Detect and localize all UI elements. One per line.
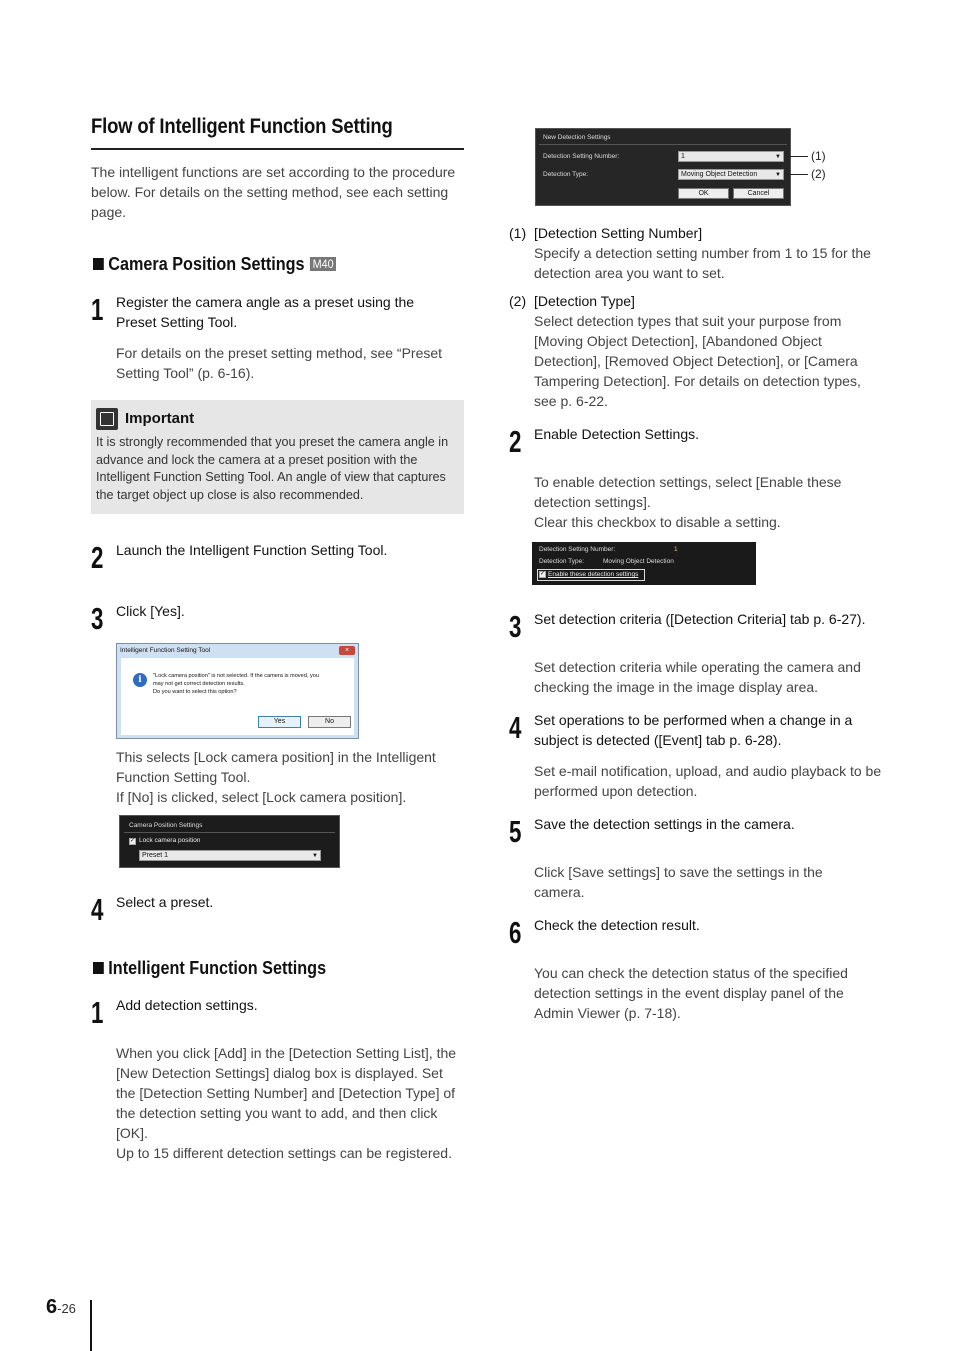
step-text: Check the detection result.: [534, 917, 700, 933]
step-text: Select a preset.: [116, 894, 214, 910]
confirm-dialog: [116, 643, 359, 739]
detection-type-label: Detection Type:: [543, 171, 589, 178]
step-text: Register the camera angle as a preset using the Preset Setting Tool.: [116, 294, 415, 330]
lock-checkbox[interactable]: ✓: [130, 838, 136, 844]
chevron-down-icon: ▼: [775, 172, 781, 178]
callout-label: (1): [811, 149, 826, 163]
detection-number-value: 1: [674, 546, 678, 553]
step-text: Click [Yes].: [116, 603, 185, 619]
step-description: This selects [Lock camera position] in the Intelligent Function Setting Tool. If [No] is clicked, select [Lock camera position].: [116, 749, 436, 805]
square-bullet-icon: [93, 962, 104, 974]
close-icon[interactable]: ×: [339, 646, 355, 655]
detection-type-value: Moving Object Detection: [603, 558, 674, 565]
step-description: For details on the preset setting method, see “Preset Setting Tool” (p. 6-16).: [116, 345, 443, 381]
step-description: Set detection criteria while operating the camera and checking the image in the image display area.: [534, 659, 861, 695]
camera-section-heading: Camera Position Settings M40: [93, 254, 336, 275]
step-number: 1: [91, 292, 104, 327]
important-icon: [96, 408, 118, 430]
step-number: 2: [91, 540, 104, 575]
step-description: Click [Save settings] to save the settings in the camera.: [534, 864, 823, 900]
callout-label: (2): [811, 167, 826, 181]
step-number: 4: [91, 892, 104, 927]
step-description: When you click [Add] in the [Detection Setting List], the [New Detection Settings] dialog box is displayed. Set the [Detection Setting Number] and [Detection Type] of the detection setting you want to add, and then click [OK]. Up to 15 different detection settings can be registered.: [116, 1045, 457, 1161]
chevron-down-icon: ▼: [775, 154, 781, 160]
step-number: 3: [509, 609, 522, 644]
intelligent-section-heading: Intelligent Function Settings: [93, 958, 326, 979]
dialog-divider: [539, 144, 787, 145]
title-rule: [91, 148, 464, 150]
step-text: Save the detection settings in the camera.: [534, 816, 795, 832]
enable-checkbox[interactable]: ✓: [540, 571, 546, 577]
cancel-button[interactable]: Cancel: [733, 188, 784, 199]
detection-number-label: Detection Setting Number:: [539, 546, 616, 553]
lock-checkbox-label: Lock camera position: [139, 837, 201, 844]
item-title: [Detection Setting Number]: [534, 225, 703, 241]
item-description: Select detection types that suit your purpose from [Moving Object Detection], [Abandoned Object Detection], [Removed Object Detection], or [Camera Tampering Detection]. For details on detection types, see p. 6-22.: [534, 313, 861, 409]
detection-number-select[interactable]: 1 ▼: [678, 151, 784, 162]
panel-title: Camera Position Settings: [129, 822, 203, 829]
detection-number-label: Detection Setting Number:: [543, 153, 620, 160]
enable-settings-panel: [532, 542, 756, 585]
info-icon: i: [133, 673, 147, 687]
dialog-body: [121, 658, 354, 735]
item-number: (2): [509, 293, 527, 309]
important-body: It is strongly recommended that you preset the camera angle in advance and lock the camera at a preset position with the Intelligent Function Setting Tool. An angle of view that captures the target object up close is also recommended.: [96, 435, 449, 502]
important-title: Important: [125, 410, 195, 427]
panel-divider: [124, 832, 335, 833]
step-description: Set e-mail notification, upload, and audio playback to be performed upon detection.: [534, 763, 882, 799]
intro-text: The intelligent functions are set according to the procedure below. For details on the setting method, see each setting page.: [91, 164, 456, 220]
dialog-message: "Lock camera position" is not selected. If the camera is moved, you may not get correct detection results. Do you want to select this option?: [153, 673, 319, 695]
chevron-down-icon: ▼: [312, 853, 318, 859]
enable-checkbox-label: Enable these detection settings: [548, 571, 639, 578]
step-text: Enable Detection Settings.: [534, 426, 699, 442]
step-description: You can check the detection status of the specified detection settings in the event display panel of the Admin Viewer (p. 7-18).: [534, 965, 848, 1021]
page-title: Flow of Intelligent Function Setting: [91, 115, 393, 138]
step-number: 2: [509, 424, 522, 459]
item-title: [Detection Type]: [534, 293, 635, 309]
step-number: 6: [509, 915, 522, 950]
step-number: 1: [91, 995, 104, 1030]
step-text: Set detection criteria ([Detection Criteria] tab p. 6-27).: [534, 611, 866, 627]
dialog-title: New Detection Settings: [543, 134, 611, 141]
detection-type-select[interactable]: Moving Object Detection ▼: [678, 169, 784, 180]
detection-type-label: Detection Type:: [539, 558, 585, 565]
dialog-title: Intelligent Function Setting Tool: [120, 647, 211, 654]
step-text: Set operations to be performed when a change in a subject is detected ([Event] tab p. 6-28).: [534, 712, 853, 748]
item-number: (1): [509, 225, 527, 241]
callout-line: [786, 174, 808, 175]
camera-position-panel: [119, 815, 340, 868]
new-detection-dialog: [535, 128, 791, 206]
step-number: 5: [509, 814, 522, 849]
page-number: 6-26: [46, 1296, 76, 1318]
step-number: 4: [509, 710, 522, 745]
preset-select[interactable]: Preset 1 ▼: [139, 850, 321, 861]
step-description: To enable detection settings, select [Enable these detection settings]. Clear this checkbox to disable a setting.: [534, 474, 842, 530]
yes-button[interactable]: Yes: [258, 716, 301, 728]
item-description: Specify a detection setting number from 1 to 15 for the detection area you want to set.: [534, 245, 871, 281]
square-bullet-icon: [93, 258, 104, 270]
ok-button[interactable]: OK: [678, 188, 729, 199]
callout-line: [786, 156, 808, 157]
m40-badge: M40: [310, 257, 336, 271]
step-text: Launch the Intelligent Function Setting Tool.: [116, 542, 388, 558]
footer-rule: [90, 1300, 92, 1351]
step-text: Add detection settings.: [116, 997, 258, 1013]
no-button[interactable]: No: [308, 716, 351, 728]
important-note: [91, 400, 464, 514]
step-number: 3: [91, 601, 104, 636]
